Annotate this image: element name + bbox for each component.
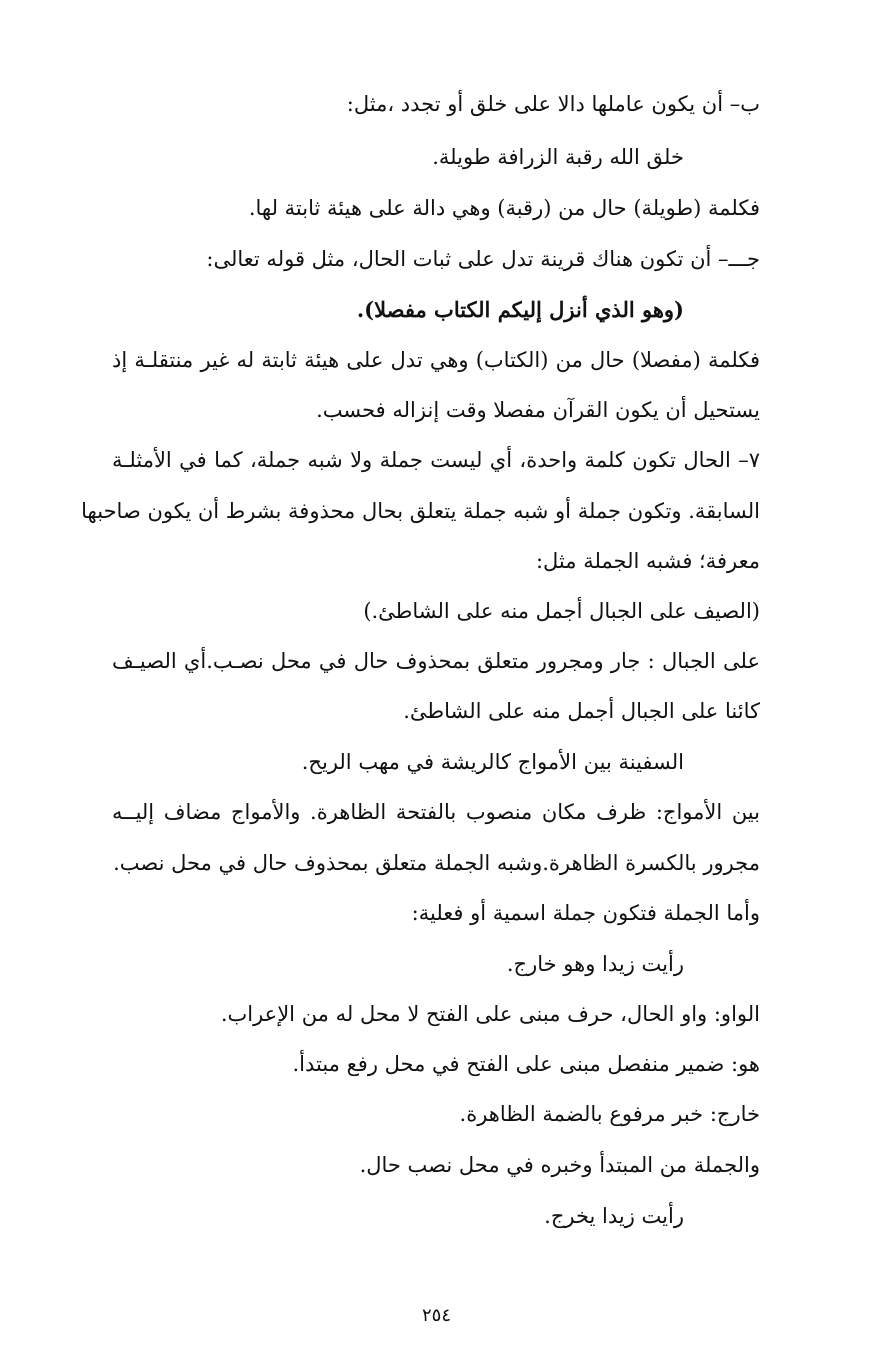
text-line-23: رأيت زيدا يخرج. [544, 1204, 684, 1228]
text-line-5: (وهو الذي أنزل إليكم الكتاب مفصلا). [356, 297, 684, 322]
page-number: ٢٥٤ [421, 1305, 451, 1326]
text-line-19: الواو: واو الحال، حرف مبنى على الفتح لا محل له من الإعراب. [220, 1002, 760, 1026]
text-line-1: ب– أن يكون عاملها دالا على خلق أو تجدد ،مثل: [346, 92, 760, 116]
text-line-21: خارج: خبر مرفوع بالضمة الظاهرة. [459, 1102, 760, 1126]
text-line-13: كائنا على الجبال أجمل منه على الشاطئ. [403, 699, 760, 723]
text-line-14: السفينة بين الأمواج كالريشة في مهب الريح. [301, 750, 684, 774]
text-line-9: السابقة. وتكون جملة أو شبه جملة يتعلق بحال محذوفة بشرط أن يكون صاحبها [81, 499, 760, 523]
text-line-17: وأما الجملة فتكون جملة اسمية أو فعلية: [411, 901, 760, 925]
text-line-12: على الجبال : جار ومجرور متعلق بمحذوف حال في محل نصـب.أي الصيـف [112, 649, 760, 673]
text-line-20: هو: ضمير منفصل مبنى على الفتح في محل رفع مبتدأ. [292, 1052, 760, 1076]
text-line-8: ٧– الحال تكون كلمة واحدة، أي ليست جملة ولا شبه جملة، كما في الأمثلـة [112, 448, 760, 472]
text-line-16: مجرور بالكسرة الظاهرة.وشبه الجملة متعلق بمحذوف حال في محل نصب. [113, 851, 760, 875]
text-line-18: رأيت زيدا وهو خارج. [506, 952, 684, 976]
text-line-6: فكلمة (مفصلا) حال من (الكتاب) وهي تدل على هيئة ثابتة له غير منتقلـة إذ [112, 348, 760, 372]
text-line-2: خلق الله رقبة الزرافة طويلة. [432, 145, 684, 169]
text-line-15: بين الأمواج: ظرف مكان منصوب بالفتحة الظاهرة. والأمواج مضاف إليــه [112, 800, 760, 824]
text-line-7: يستحيل أن يكون القرآن مفصلا وقت إنزاله فحسب. [316, 398, 760, 422]
text-line-22: والجملة من المبتدأ وخبره في محل نصب حال. [359, 1153, 760, 1177]
text-line-3: فكلمة (طويلة) حال من (رقبة) وهي دالة على هيئة ثابتة لها. [248, 196, 760, 220]
text-line-10: معرفة؛ فشبه الجملة مثل: [535, 549, 760, 573]
text-line-11: (الصيف على الجبال أجمل منه على الشاطئ.) [363, 599, 760, 623]
text-line-4: جـــ– أن تكون هناك قرينة تدل على ثبات الحال، مثل قوله تعالى: [206, 247, 760, 271]
